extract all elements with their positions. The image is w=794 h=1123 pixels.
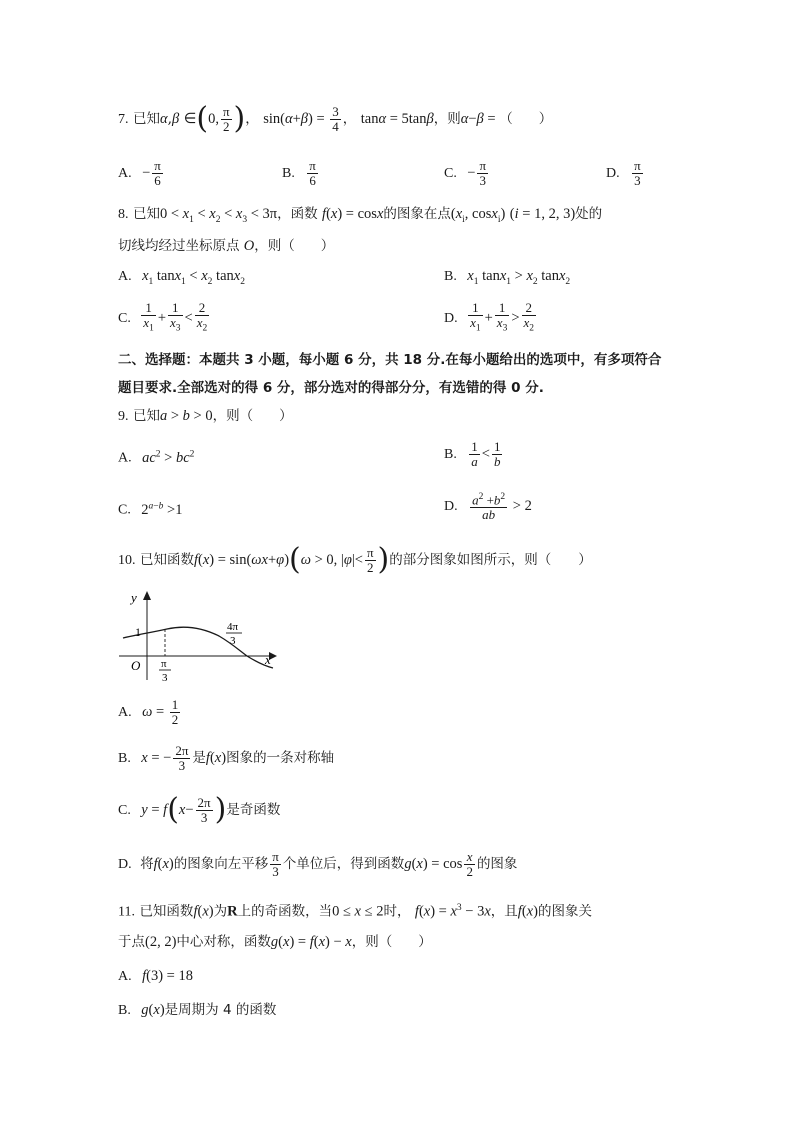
q9-option-b[interactable]: B. $\frac{1}{a}$ < $\frac{1}{b}$ <box>444 438 501 469</box>
q8-option-d-letter: D. <box>444 311 458 326</box>
svg-text:3: 3 <box>230 635 236 647</box>
y-axis-label: y <box>131 590 137 605</box>
q11-option-a-letter: A. <box>118 969 132 984</box>
q8-stem-line1: 8. 已知$0 < x_1 < x_2 < x_3 < 3\pi$，函数 f(x) = cosx的图象在点($x_i$, cosx$_i$) (i = 1, 2, 3)处的 <box>118 206 603 225</box>
q11-stem-line1: 11. 已知函数f(x)为R上的奇函数，当0 ≤ x ≤ 2时， $f(x) = x^3 - 3x$，且f(x)的图象关 <box>118 903 592 920</box>
q8-option-a[interactable]: A. $x_1$ $\tan x_1 < x_2$ tanx$_2$ <box>118 268 245 287</box>
q10-stem-b: 的部分图象如图所示，则（ ） <box>389 552 592 568</box>
q8-option-b[interactable]: B. $x_1$ $\tan x_1 > x_2$ tanx$_2$ <box>444 268 571 287</box>
x-tick-4pi-3 <box>226 621 242 647</box>
q10-option-b-letter: B. <box>118 751 131 766</box>
q7-stem-prefix: 已知 <box>132 111 160 127</box>
q8-option-d[interactable]: D. $\frac{1}{x_1}$ + $\frac{1}{x_3}$ > $\frac{2}{x_2}$ <box>444 299 535 334</box>
y-tick-1: 1 <box>135 625 141 639</box>
q8-option-b-letter: B. <box>444 269 457 284</box>
q10-number: 10. <box>118 553 136 568</box>
section2-header-line1: 二、选择题：本题共 3 小题，每小题 6 分，共 18 分.在每小题给出的选项中，有多项符合 <box>118 352 662 368</box>
q10-option-d-letter: D. <box>118 857 132 872</box>
q9-option-d[interactable]: D. $\frac{a^2 +b^2}{ab}$ > 2 <box>444 491 532 523</box>
q7-option-b-letter: B. <box>282 166 295 181</box>
q9-option-c-letter: C. <box>118 502 131 518</box>
q8-number: 8. <box>118 207 129 222</box>
q10-option-a[interactable]: A. ω = $\frac{1}{2}$ <box>118 696 179 727</box>
q10-option-d[interactable]: D. 将f(x)的图象向左平移 $\frac{\pi}{3}$ 个单位后，得到函数g(x) = cos $\frac{x}{2}$ 的图象 <box>118 848 518 879</box>
q10-option-c-letter: C. <box>118 803 131 818</box>
q8-option-a-letter: A. <box>118 269 132 284</box>
q9-option-c[interactable]: C. $2^{a-b} >1$ <box>118 501 183 518</box>
q9-option-d-letter: D. <box>444 499 458 514</box>
q11-option-a[interactable]: A. f(3) = 18 <box>118 968 193 984</box>
q9-stem: 9. 已知a > b > 0，则（ ） <box>118 408 293 424</box>
q8-option-c[interactable]: C. $\frac{1}{x_1}$ + $\frac{1}{x_3}$ < $\frac{2}{x_2}$ <box>118 299 208 334</box>
q9-option-a[interactable]: A. $ac^2 > bc^2$ <box>118 449 195 466</box>
q8-option-c-letter: C. <box>118 311 131 326</box>
q7-option-b[interactable]: B. $\frac{\pi}{6}$ <box>282 157 316 188</box>
q9-option-b-letter: B. <box>444 447 457 462</box>
q7-stem: 7. 已知α,β ∈(0, $\frac{\pi}{2}$ )， sin(α+β) = $\frac{3}{4}$ ， tanα = 5tanβ，则α−β = （ ） <box>118 101 553 136</box>
q7-number: 7. <box>118 112 129 127</box>
q10-graph <box>115 588 285 684</box>
q11-option-b-letter: B. <box>118 1003 131 1018</box>
q11-option-b[interactable]: B. g(x)是周期为 4 的函数 <box>118 1002 277 1018</box>
q7-option-a[interactable]: A. − $\frac{\pi}{6}$ <box>118 157 161 188</box>
q11-number: 11. <box>118 904 135 920</box>
q7-option-d-letter: D. <box>606 166 620 181</box>
q10-stem: 10. 已知函数f(x) = sin(ωx+φ)(ω > 0, |φ|< $\frac{\pi}{2}$ )的部分图象如图所示，则（ ） <box>118 542 592 577</box>
svg-text:π: π <box>161 658 167 670</box>
q9-number: 9. <box>118 409 129 424</box>
q10-option-c[interactable]: C. y = f(x− $\frac{2\pi}{3}$ )是奇函数 <box>118 792 281 827</box>
q7-option-a-letter: A. <box>118 166 132 181</box>
q11-stem-line2: 于点(2, 2)中心对称，函数g(x) = f(x) − x，则（ ） <box>118 934 432 950</box>
svg-text:3: 3 <box>162 672 168 684</box>
origin-label: O <box>131 658 141 673</box>
q7-option-d[interactable]: D. $\frac{\pi}{3}$ <box>606 157 641 188</box>
q7-option-c[interactable]: C. − $\frac{\pi}{3}$ <box>444 157 487 188</box>
x-axis-label: x <box>265 652 271 667</box>
sine-curve <box>123 627 273 668</box>
q10-option-a-letter: A. <box>118 705 132 720</box>
q9-option-a-letter: A. <box>118 450 132 466</box>
q10-option-b[interactable]: B. x = − $\frac{2\pi}{3}$ 是f(x)图象的一条对称轴 <box>118 742 335 773</box>
x-tick-pi-3 <box>159 658 171 684</box>
q10-stem-a: 已知函数 <box>139 552 194 568</box>
y-axis-arrow <box>143 591 151 600</box>
q7-option-c-letter: C. <box>444 166 457 181</box>
svg-text:4π: 4π <box>227 621 239 633</box>
q8-stem-line2: 切线均经过坐标原点 O，则（ ） <box>118 238 335 254</box>
section2-header-line2: 题目要求.全部选对的得 6 分，部分选对的得部分分，有选错的得 0 分. <box>118 380 544 396</box>
